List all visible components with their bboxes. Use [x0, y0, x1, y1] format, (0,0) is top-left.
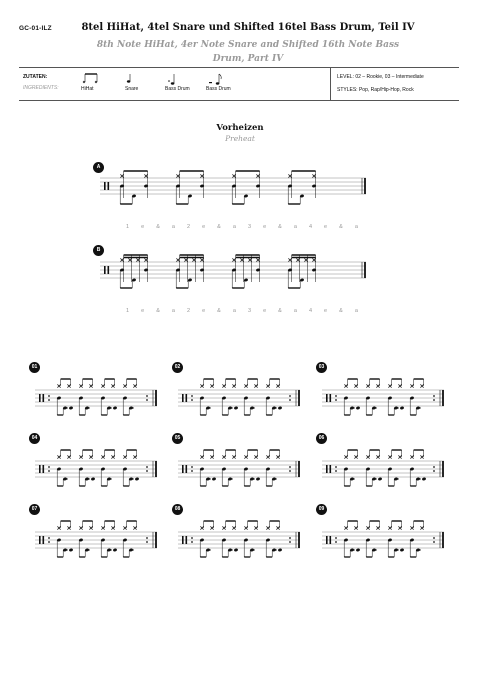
count-syllable: &	[156, 308, 160, 314]
count-syllable: 2	[186, 224, 191, 230]
page-subtitle: 8th Note HiHat, 4er Note Snare and Shifted 16th Note Bass Drum, Part IV	[96, 40, 400, 64]
ingredients-label: ZUTATEN:	[23, 74, 48, 80]
ingredients-label-en: INGREDIENTS:	[23, 85, 59, 91]
count-syllable: e	[263, 308, 267, 314]
counting-b	[126, 308, 358, 314]
exercise-badge: 03	[316, 362, 327, 373]
exercise-badge: 08	[172, 504, 183, 515]
ingredient-hihat: HiHat	[81, 86, 94, 92]
count-syllable: a	[171, 224, 175, 230]
level-text: LEVEL: 02 – Rookie, 03 – Intermediate	[337, 74, 424, 80]
count-syllable: e	[263, 224, 267, 230]
count-syllable: &	[278, 224, 282, 230]
count-syllable: 4	[308, 308, 313, 314]
count-syllable: &	[156, 224, 160, 230]
ingredient-snare: Snare	[125, 86, 139, 92]
snare-note-icon	[125, 72, 135, 86]
count-syllable: e	[141, 308, 145, 314]
count-syllable: &	[278, 308, 282, 314]
document-code: GC-01-ILZ	[19, 25, 52, 32]
preheat-title: Vorheizen	[216, 123, 264, 133]
ingredients-panel	[19, 67, 459, 101]
exercise-badge: 07	[29, 504, 40, 515]
exercise-badge-b: B	[93, 245, 104, 256]
exercise-stave	[178, 376, 302, 416]
count-syllable: 3	[247, 308, 252, 314]
exercise-stave	[178, 447, 302, 487]
count-syllable: &	[339, 308, 343, 314]
ingredients-divider	[330, 68, 331, 100]
exercise-badge: 09	[316, 504, 327, 515]
count-syllable: a	[171, 308, 175, 314]
exercise-stave	[35, 376, 159, 416]
count-syllable: 1	[126, 308, 130, 314]
exercise-badge: 02	[172, 362, 183, 373]
count-syllable: 1	[126, 224, 130, 230]
exercise-badge: 05	[172, 433, 183, 444]
stave-b	[100, 256, 370, 296]
count-syllable: 2	[186, 308, 191, 314]
exercise-stave	[35, 518, 159, 558]
styles-text: STYLES: Pop, Rap/Hip-Hop, Rock	[337, 87, 414, 93]
count-syllable: e	[202, 224, 206, 230]
exercise-badge-a: A	[93, 162, 104, 173]
counting-a	[126, 224, 358, 230]
count-syllable: a	[293, 308, 297, 314]
count-syllable: a	[354, 224, 358, 230]
count-syllable: e	[141, 224, 145, 230]
count-syllable: a	[293, 224, 297, 230]
count-syllable: a	[354, 308, 358, 314]
exercise-badge: 04	[29, 433, 40, 444]
count-syllable: &	[217, 224, 221, 230]
count-syllable: &	[339, 224, 343, 230]
count-syllable: e	[202, 308, 206, 314]
count-syllable: e	[324, 224, 328, 230]
stave-a	[100, 172, 370, 212]
exercise-stave	[178, 518, 302, 558]
count-syllable: a	[232, 224, 236, 230]
exercise-badge: 06	[316, 433, 327, 444]
count-syllable: 3	[247, 224, 252, 230]
count-syllable: e	[324, 308, 328, 314]
ingredient-bass-drum: Bass Drum	[165, 86, 190, 92]
preheat-subtitle: Preheat	[225, 134, 255, 143]
ingredient-bass-drum-shifted: Bass Drum	[206, 86, 231, 92]
count-syllable: &	[217, 308, 221, 314]
exercise-stave	[35, 447, 159, 487]
exercise-stave	[322, 518, 446, 558]
count-syllable: a	[232, 308, 236, 314]
page-title: 8tel HiHat, 4tel Snare und Shifted 16tel Bass Drum, Teil IV	[81, 22, 415, 33]
exercise-stave	[322, 376, 446, 416]
exercise-badge: 01	[29, 362, 40, 373]
exercise-stave	[322, 447, 446, 487]
hihat-note-icon	[82, 72, 102, 86]
count-syllable: 4	[308, 224, 313, 230]
